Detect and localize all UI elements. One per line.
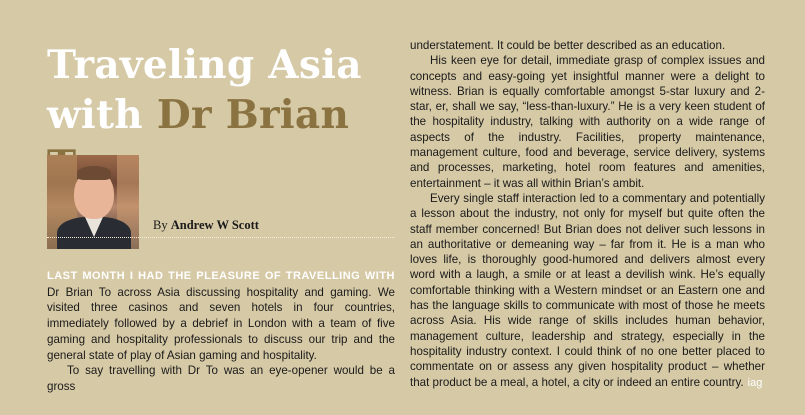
- section-divider: [47, 237, 395, 238]
- paragraph-1-text: Dr Brian To across Asia discussing hospitality and gaming. We visited three casinos and seven hotels in four countries, immediately followed by a debrief in London with a team of five gaming and hospitality professionals to discuss our trip and the general state of play of Asian gaming and hospitality.: [47, 285, 395, 362]
- byline: [153, 218, 259, 233]
- paragraph-4-text: Every single staff interaction led to a commentary and potentially a lesson about the industry, not only for myself but quite often the staff member concerned! But Brian does not deliver such lessons in an authoritative or demeaning way – far from it. He is a man who loves life, is thoroughly good-humored and delivers almost every word with a laugh, a smile or at least a devilish wink. He’s equally comfortable thinking with a Western mindset or an Eastern one and has the language skills to communicate with most of those he meets across Asia. His wide range of skills includes human behavior, management culture, leadership and strategy, especially in the hospitality industry context. I could think of no one better placed to commentate on or assess any given hospitality product – whether that product be a meal, a hotel, a city or indeed an entire country.: [410, 191, 765, 389]
- lead-in-caps: LAST MONTH I HAD THE PLEASURE OF TRAVELLING WITH: [47, 270, 395, 282]
- title-line-2-prefix: with: [47, 92, 157, 138]
- paragraph-2: To say travelling with Dr To was an eye-opener would be a gross: [47, 364, 395, 393]
- title-line-1: Traveling Asia: [47, 42, 362, 88]
- paragraph-1: [47, 268, 395, 363]
- byline-author: Andrew W Scott: [170, 218, 259, 232]
- paragraph-3: His keen eye for detail, immediate grasp of complex issues and concepts and easy-going yet insightful manner were a delight to witness. Brian is equally comfortable amongst 5-star luxury and 2-star, er, shall we say, “less-than-luxury.” He is a very keen student of the hospitality industry, talking with authority on a wide range of aspects of the industry. Facilities, property maintenance, management culture, food and beverage, service delivery, systems and processes, marketing, hotel room features and amenities, entertainment – it was all within Brian’s ambit.: [410, 54, 765, 190]
- title-line-2-accent: Dr Brian: [156, 92, 350, 138]
- body-column-right: [410, 38, 765, 391]
- body-column-left: [47, 268, 395, 395]
- paragraph-4: [410, 191, 765, 391]
- author-portrait-photo: [47, 155, 139, 249]
- paragraph-2-continued: understatement. It could be better described as an education.: [410, 39, 726, 52]
- end-mark: iag: [747, 376, 763, 389]
- byline-prefix: By: [153, 218, 171, 232]
